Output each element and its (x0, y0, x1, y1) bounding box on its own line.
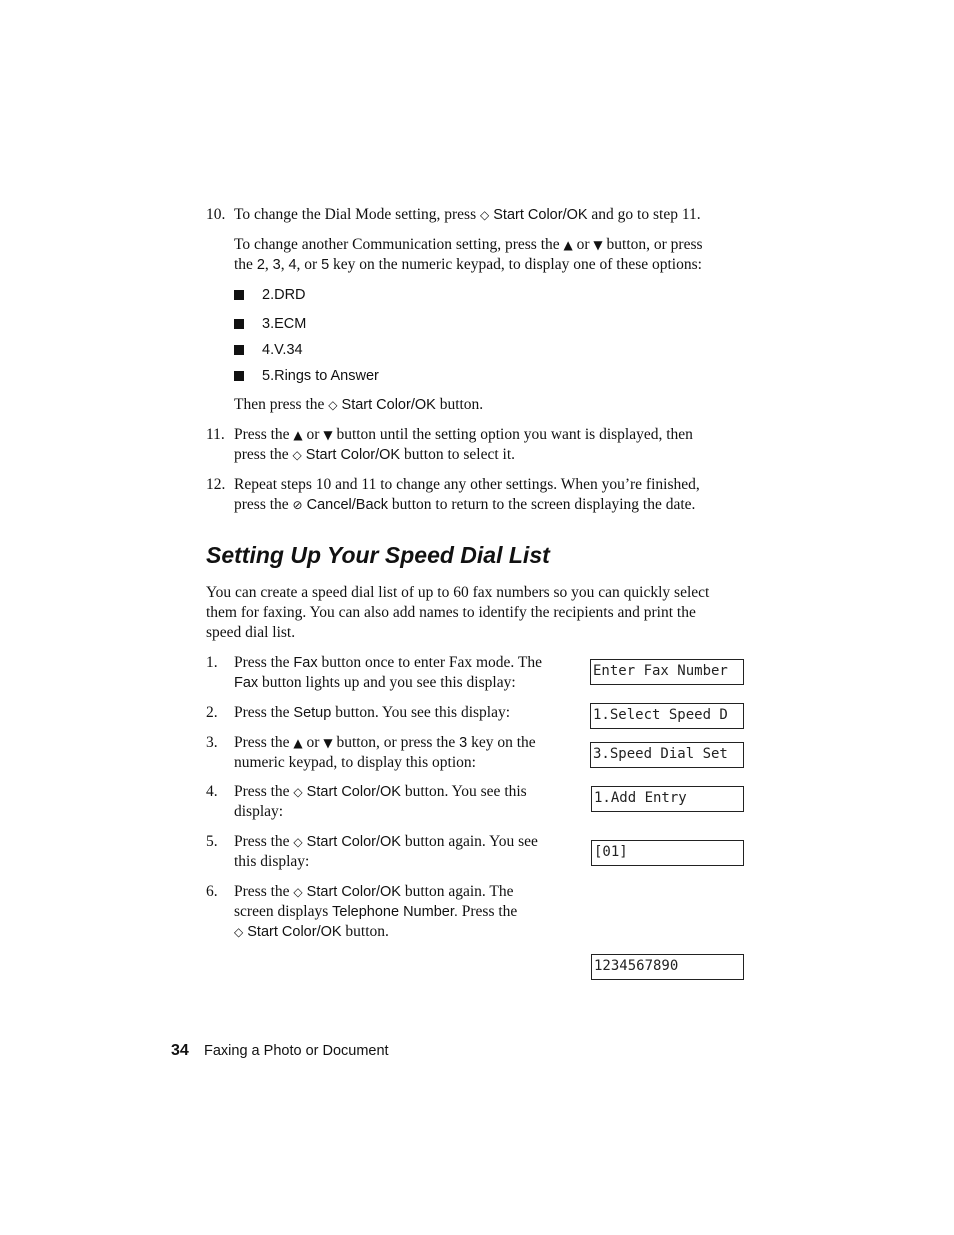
step-12-text (234, 475, 700, 515)
ui-label: Start Color/OK (302, 784, 401, 800)
text-run: To change the Dial Mode setting, press (234, 206, 480, 223)
ui-label: 5 (321, 257, 330, 273)
ui-label: Telephone Number. (332, 904, 458, 920)
text-run: or (572, 236, 594, 253)
step-number: 2. (206, 704, 218, 721)
ui-label: 3 (272, 257, 281, 273)
step-number: 4. (206, 783, 218, 800)
section-title: Setting Up Your Speed Dial List (206, 542, 550, 568)
step-3-text (234, 733, 536, 773)
text-run: button again. The (400, 883, 514, 900)
text-run: button, or press the (332, 734, 460, 751)
lcd-display-phone-number: 1234567890 (591, 954, 744, 980)
step-number: 10. (206, 206, 226, 223)
text-line (234, 832, 538, 852)
step-number: 5. (206, 833, 218, 850)
down-arrow-icon: ▼ (323, 736, 333, 750)
text-run: this display: (234, 853, 310, 870)
ui-label: Fax (293, 655, 318, 671)
text-run: button to select it. (400, 446, 516, 463)
ui-label: Fax (234, 675, 259, 691)
text-run: Repeat steps 10 and 11 to change any other settings. When you’re finished, (234, 476, 700, 493)
bullet-icon (234, 290, 244, 300)
start-diamond-icon: ◇ (480, 208, 490, 222)
lcd-display-add-entry: 1.Add Entry (591, 786, 744, 812)
page-number: 34 (171, 1042, 189, 1059)
ui-label: Cancel/Back (302, 497, 389, 513)
text-run: , (280, 256, 289, 273)
communication-setting-text (234, 235, 703, 275)
text-line (234, 753, 536, 773)
text-run: button once to enter Fax mode. The (317, 654, 543, 671)
ui-label: Start Color/OK (302, 834, 401, 850)
text-line (234, 852, 538, 872)
text-run: button. (341, 923, 389, 940)
text-run: or (302, 734, 324, 751)
bullet-icon (234, 371, 244, 381)
text-run: display: (234, 803, 284, 820)
start-diamond-icon: ◇ (293, 785, 303, 799)
text-run: , (264, 256, 273, 273)
text-run: button, or press (602, 236, 703, 253)
text-run: button again. You see (400, 833, 538, 850)
ui-label: Start Color/OK (302, 884, 401, 900)
text-run: Press the (234, 883, 294, 900)
text-run: or (302, 426, 324, 443)
text-line (234, 235, 703, 255)
step-number: 3. (206, 734, 218, 751)
text-run: and go to step 11. (587, 206, 701, 223)
ui-label: 2 (256, 257, 265, 273)
ui-label: Setup (293, 705, 332, 721)
text-run: Press the (234, 734, 294, 751)
text-run: press the (234, 446, 293, 463)
intro-paragraph: You can create a speed dial list of up to 60 fax numbers so you can quickly select them for faxing. You can also add names to identify the recipients and print the speed dial list. (206, 584, 710, 641)
step-11-text (234, 425, 693, 465)
step-6-text (234, 882, 517, 942)
step-1-text (234, 653, 542, 693)
text-line (234, 205, 701, 225)
ui-label: Start Color/OK (301, 447, 401, 463)
text-line (234, 425, 693, 445)
up-arrow-icon: ▲ (293, 736, 303, 750)
option-item: 3.ECM (262, 316, 307, 332)
start-diamond-icon: ◇ (293, 885, 303, 899)
text-run: Press the (234, 783, 294, 800)
bullet-icon (234, 319, 244, 329)
text-run: Press the (234, 833, 294, 850)
lcd-display-enter-fax: Enter Fax Number (590, 659, 744, 685)
text-run: button lights up and you see this display: (258, 674, 516, 691)
lcd-display-select-speed: 1.Select Speed D (590, 703, 744, 729)
text-line (234, 922, 517, 942)
up-arrow-icon: ▲ (563, 238, 573, 252)
down-arrow-icon: ▼ (593, 238, 603, 252)
step-number: 11. (206, 426, 225, 443)
text-run: the (234, 256, 257, 273)
text-line (234, 703, 510, 723)
then-press-text (234, 395, 483, 415)
text-run: To change another Communication setting, press the (234, 236, 564, 253)
cancel-icon: ⊘ (292, 498, 303, 512)
step-number: 12. (206, 476, 226, 493)
text-line (234, 733, 536, 753)
step-10-text (234, 205, 701, 225)
option-item: 5.Rings to Answer (262, 368, 379, 384)
text-run: Press the (457, 903, 518, 920)
text-run: press the (234, 496, 293, 513)
start-diamond-icon: ◇ (234, 925, 244, 939)
up-arrow-icon: ▲ (293, 428, 303, 442)
text-line (234, 782, 527, 802)
ui-label: 3 (459, 735, 468, 751)
text-line (234, 495, 700, 515)
text-run: button. (435, 396, 484, 413)
bullet-icon (234, 345, 244, 355)
text-run: button until the setting option you want is displayed, then (332, 426, 693, 443)
lcd-display-speed-dial-set: 3.Speed Dial Set (590, 742, 744, 768)
text-run: screen displays (234, 903, 333, 920)
ui-label: Start Color/OK (489, 207, 588, 223)
text-run: Press the (234, 426, 294, 443)
step-5-text (234, 832, 538, 872)
start-diamond-icon: ◇ (292, 448, 302, 462)
text-run: button. You see this (400, 783, 527, 800)
ui-label: Start Color/OK (243, 924, 342, 940)
start-diamond-icon: ◇ (293, 835, 303, 849)
text-line (234, 475, 700, 495)
ui-label: Start Color/OK (337, 397, 436, 413)
ui-label: 4 (288, 257, 297, 273)
text-run: Press the (234, 704, 294, 721)
text-run: numeric keypad, to display this option: (234, 754, 476, 771)
step-4-text (234, 782, 527, 822)
text-run: key on the (467, 734, 536, 751)
text-line (234, 395, 483, 415)
text-line (234, 882, 517, 902)
text-line (234, 653, 542, 673)
text-run: button. You see this display: (331, 704, 511, 721)
text-line (234, 902, 517, 922)
text-line (234, 673, 542, 693)
step-2-text (234, 703, 510, 723)
text-line (234, 445, 693, 465)
text-run: key on the numeric keypad, to display one of these options: (329, 256, 702, 273)
text-run: Then press the (234, 396, 329, 413)
step-number: 6. (206, 883, 218, 900)
start-diamond-icon: ◇ (328, 398, 338, 412)
text-line (234, 802, 527, 822)
footer-section-title: Faxing a Photo or Document (204, 1043, 389, 1059)
text-run: button to return to the screen displaying the date. (388, 496, 696, 513)
text-run: Press the (234, 654, 294, 671)
text-run: , or (296, 256, 322, 273)
text-line (234, 255, 703, 275)
down-arrow-icon: ▼ (323, 428, 333, 442)
step-number: 1. (206, 654, 218, 671)
option-item: 4.V.34 (262, 342, 303, 358)
option-item: 2.DRD (262, 287, 306, 303)
lcd-display-entry-number: [01] (591, 840, 744, 866)
